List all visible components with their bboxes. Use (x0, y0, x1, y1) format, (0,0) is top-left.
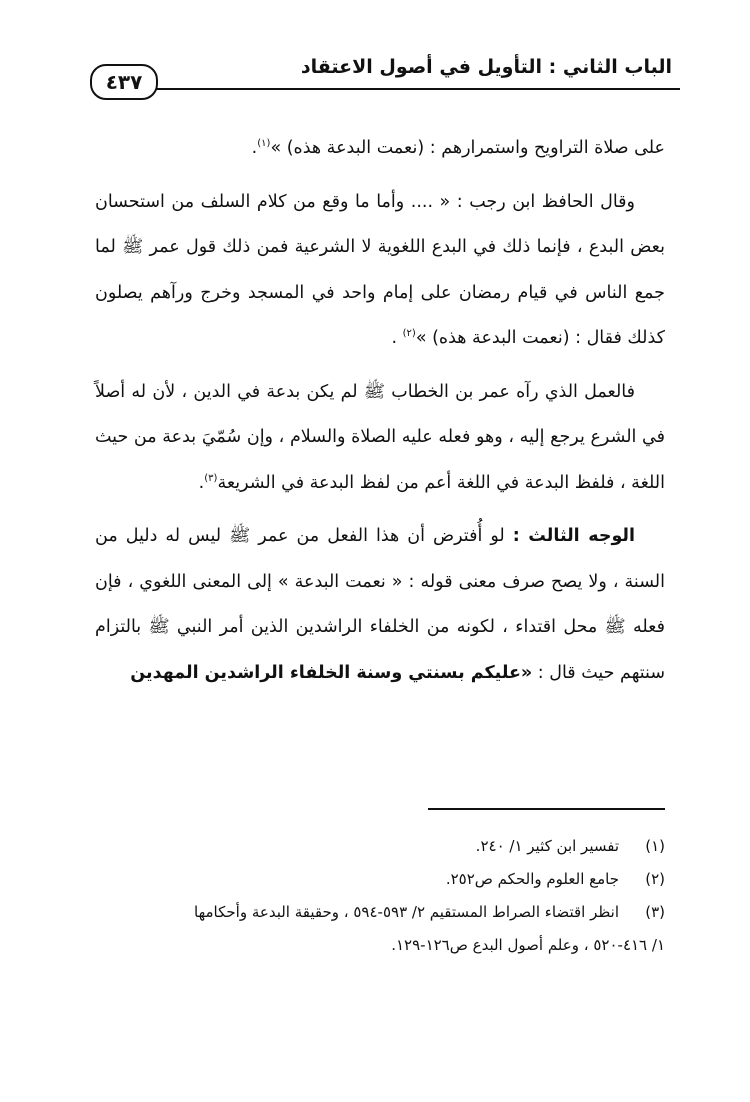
chapter-title: الباب الثاني : التأويل في أصول الاعتقاد (300, 56, 672, 78)
footnote (95, 863, 665, 896)
footnote-text: تفسير ابن كثير ١/ ٢٤٠. (475, 837, 619, 855)
header-rule (152, 88, 680, 90)
footnote-number: (١) (645, 837, 665, 855)
footnote-text: ١/ ٤١٦-٥٢٠ ، وعلم أصول البدع ص١٢٦-١٢٩. (391, 936, 665, 954)
paragraph-text: على صلاة التراويح واستمرارهم : (نعمت البدعة هذه) » (270, 138, 665, 158)
page-number-badge: ٤٣٧ (90, 64, 158, 100)
footnote-text: انظر اقتضاء الصراط المستقيم ٢/ ٥٩٣-٥٩٤ ، وحقيقة البدعة وأحكامها (194, 903, 619, 921)
footnote (95, 830, 665, 863)
footnote-ref[interactable]: (٢) (402, 328, 416, 340)
paragraph (95, 514, 665, 696)
body-text (95, 126, 665, 704)
paragraph-text: لو أُفترض أن هذا الفعل من عمر ﷺ ليس له دليل من السنة ، ولا يصح صرف معنى قوله : « نعمت البدعة » إلى المعنى اللغوي ، فإن فعله ﷺ محل اقتداء ، لكونه من الخلفاء الراشدين الذين أمر النبي ﷺ بالتزام سنتهم حيث قال : (95, 526, 665, 683)
paragraph-text: فالعمل الذي رآه عمر بن الخطاب ﷺ لم يكن بدعة في الدين ، لأن له أصلاً في الشرع يرجع إليه ، وهو فعله عليه الصلاة والسلام ، وإن سُمّيَ بدعة من حيث اللغة ، فلفظ البدعة في اللغة أعم من لفظ البدعة في الشريعة (95, 381, 665, 493)
footnote-text: جامع العلوم والحكم ص٢٥٢. (445, 870, 619, 888)
paragraph-text: وقال الحافظ ابن رجب : « .... وأما ما وقع من كلام السلف من استحسان بعض البدع ، فإنما ذلك في البدع اللغوية لا الشرعية فمن ذلك قول عمر ﷺ لما جمع الناس في قيام رمضان على إمام واحد في المسجد وخرج ورآهم يصلون كذلك فقال : (نعمت البدعة هذه) » (95, 191, 665, 348)
paragraph-lead: الوجه الثالث : (512, 526, 635, 546)
paragraph-tail: . (198, 472, 205, 493)
footnote-continuation (95, 929, 665, 962)
running-header (80, 48, 680, 98)
paragraph-tail: . (251, 138, 258, 158)
footnote-separator (428, 808, 665, 810)
hadith-quote: «عليكم بسنتي وسنة الخلفاء الراشدين المهدين (130, 662, 533, 683)
paragraph-tail: . (391, 328, 403, 348)
footnote-ref[interactable]: (٣) (204, 472, 218, 484)
paragraph (95, 126, 665, 172)
footnote-ref[interactable]: (١) (257, 138, 271, 150)
footnote-number: (٣) (645, 903, 665, 921)
paragraph (95, 180, 665, 362)
footnote (95, 896, 665, 929)
footnotes (95, 830, 665, 962)
paragraph (95, 370, 665, 507)
footnote-number: (٢) (645, 870, 665, 888)
